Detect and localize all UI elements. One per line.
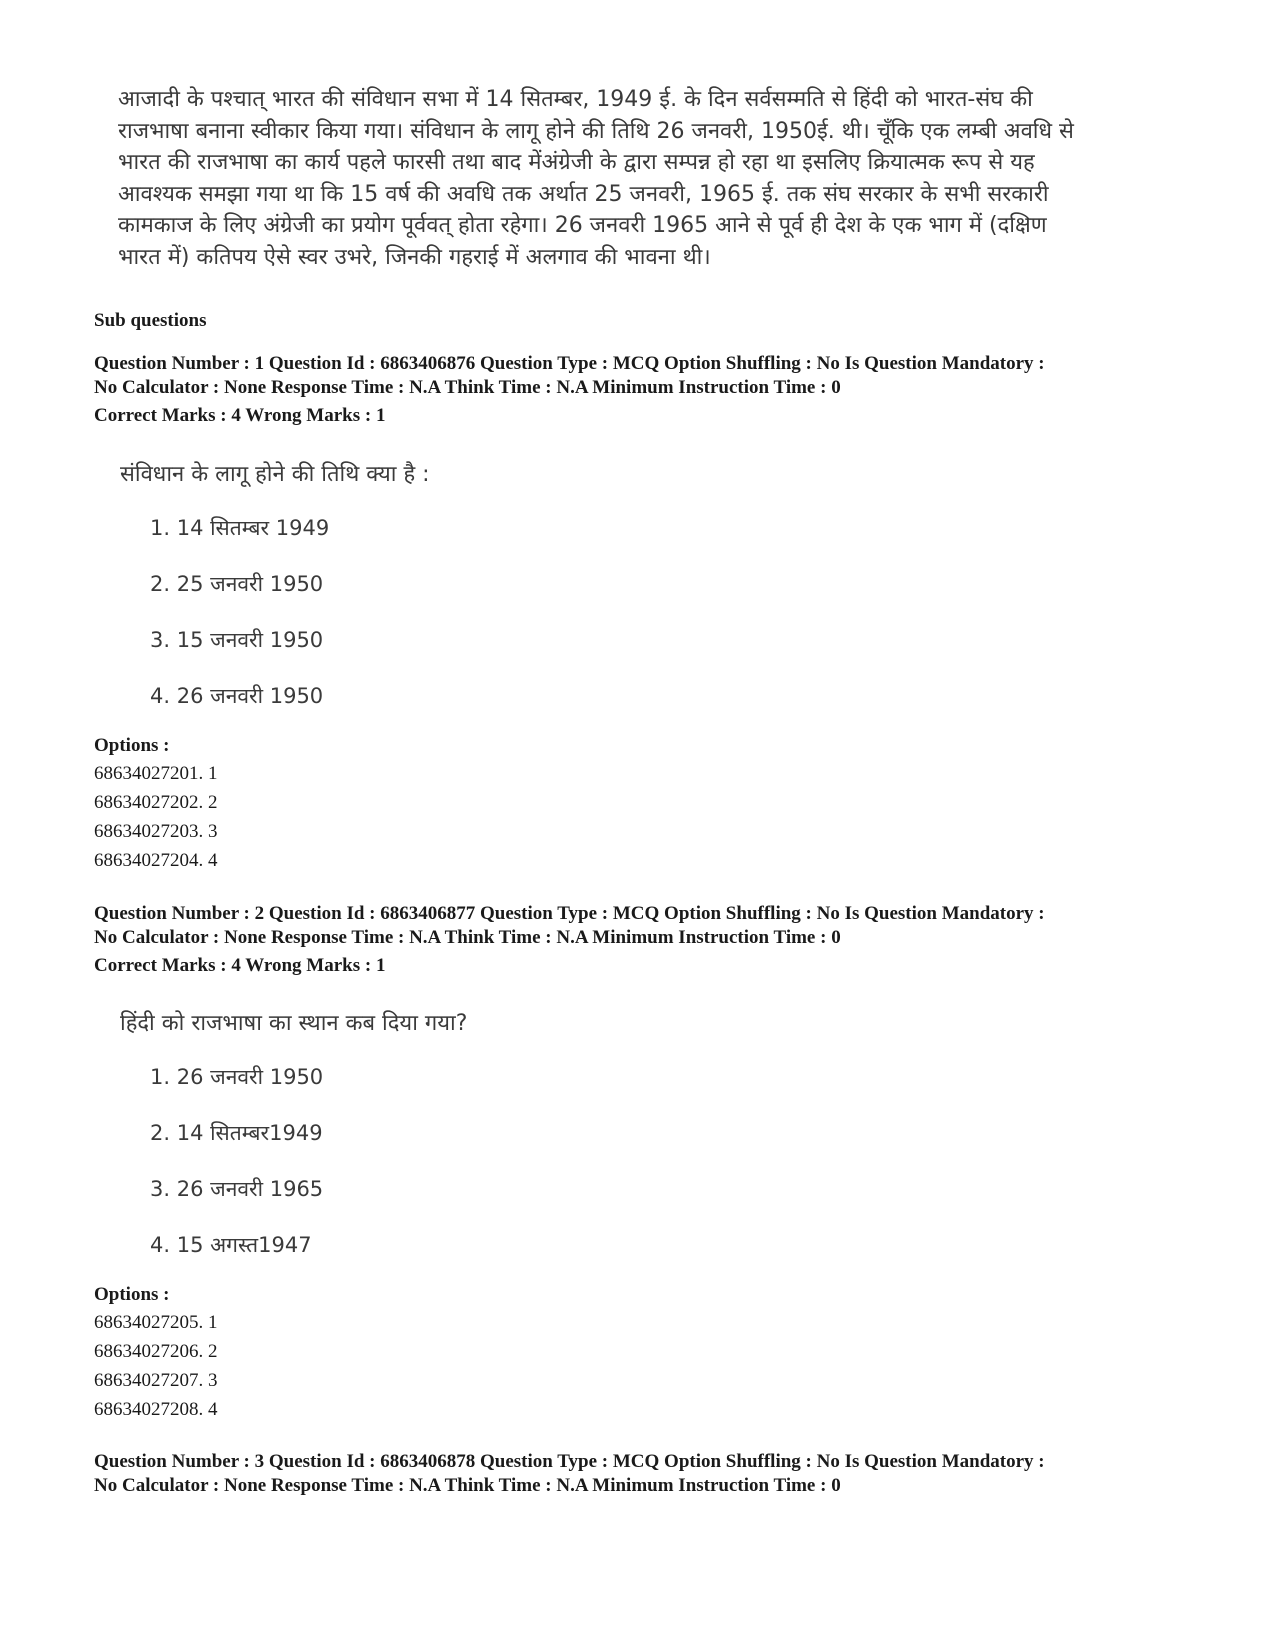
passage [118,84,1178,273]
question-1-choice: 4. 26 जनवरी 1950 [150,684,324,708]
question-meta-line: No Calculator : None Response Time : N.A Think Time : N.A Minimum Instruction Time : 0 [94,377,841,398]
option-item: 68634027208. 4 [94,1399,218,1420]
question-2-choice: 4. 15 अगस्त1947 [150,1233,312,1257]
question-meta-line: Question Number : 2 Question Id : 6863406877 Question Type : MCQ Option Shuffling : No Is Question Mandatory : [94,903,1045,924]
options-heading: Options : [94,735,170,756]
passage-line: राजभाषा बनाना स्वीकार किया गया। संविधान के लागू होने की तिथि 26 जनवरी, 1950ई. थी। चूँकि एक लम्बी अवधि से [118,118,1074,144]
option-item: 68634027205. 1 [94,1312,218,1333]
option-item: 68634027203. 3 [94,821,218,842]
question-2-choice: 3. 26 जनवरी 1965 [150,1177,324,1201]
option-item: 68634027202. 2 [94,792,218,813]
question-1-options [94,759,218,875]
options-heading: Options : [94,1284,170,1305]
question-1-text: संविधान के लागू होने की तिथि क्या है : [120,462,430,487]
question-meta-line: Question Number : 1 Question Id : 6863406876 Question Type : MCQ Option Shuffling : No Is Question Mandatory : [94,353,1045,374]
question-marks: Correct Marks : 4 Wrong Marks : 1 [94,405,386,426]
question-2-options [94,1308,218,1424]
question-3-meta [94,1450,1214,1498]
question-1-choice: 3. 15 जनवरी 1950 [150,628,324,652]
sub-questions-heading: Sub questions [94,310,207,331]
question-1-choice: 2. 25 जनवरी 1950 [150,572,324,596]
option-item: 68634027201. 1 [94,763,218,784]
passage-line: आवश्यक समझा गया था कि 15 वर्ष की अवधि तक अर्थात 25 जनवरी, 1965 ई. तक संघ सरकार के सभी सरकारी [118,181,1049,207]
passage-line: भारत में) कतिपय ऐसे स्वर उभरे, जिनकी गहराई में अलगाव की भावना थी। [118,244,711,270]
question-meta-line: No Calculator : None Response Time : N.A Think Time : N.A Minimum Instruction Time : 0 [94,927,841,948]
question-meta-line: Question Number : 3 Question Id : 6863406878 Question Type : MCQ Option Shuffling : No Is Question Mandatory : [94,1451,1045,1472]
option-item: 68634027206. 2 [94,1341,218,1362]
passage-line: कामकाज के लिए अंग्रेजी का प्रयोग पूर्ववत् होता रहेगा। 26 जनवरी 1965 आने से पूर्व ही देश के एक भाग में (दक्षिण [118,213,1047,238]
option-item: 68634027207. 3 [94,1370,218,1391]
question-marks: Correct Marks : 4 Wrong Marks : 1 [94,955,386,976]
question-2-text: हिंदी को राजभाषा का स्थान कब दिया गया? [120,1011,468,1036]
option-item: 68634027204. 4 [94,850,218,871]
passage-line: आजादी के पश्चात् भारत की संविधान सभा में 14 सितम्बर, 1949 ई. के दिन सर्वसम्मति से हिंदी को भारत-संघ की [118,87,1033,112]
question-2-choice: 2. 14 सितम्बर1949 [150,1121,323,1145]
question-meta-line: No Calculator : None Response Time : N.A Think Time : N.A Minimum Instruction Time : 0 [94,1475,841,1496]
question-2-choice: 1. 26 जनवरी 1950 [150,1065,324,1089]
question-1-meta [94,352,1214,428]
question-1-choice: 1. 14 सितम्बर 1949 [150,516,330,540]
passage-line: भारत की राजभाषा का कार्य पहले फारसी तथा बाद मेंअंग्रेजी के द्वारा सम्पन्न हो रहा था इसलिए क्रियात्मक रूप से यह [118,150,1035,175]
question-2-meta [94,902,1214,978]
